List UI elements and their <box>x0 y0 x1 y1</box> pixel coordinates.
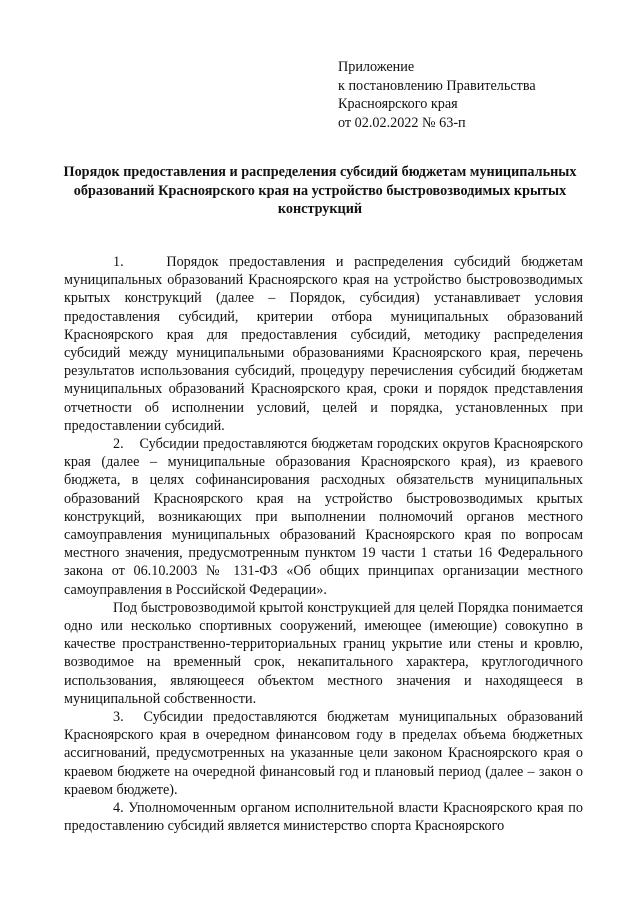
paragraph-2-definition: Под быстровозводимой крытой конструкцией для целей Порядка понимается одно или несколько спортивных сооружений, имеющее (имеющие) совокупно в качестве пространственно-территориальных границ укрытие или стены и кровлю, возводимое на временный срок, некапитального характера, круглогодичного использования, являющееся объектом местного значения и находящееся в муниципальной собственности. <box>64 599 583 707</box>
annex-line-4: от 02.02.2022 № 63-п <box>338 114 466 131</box>
annex-line-2: к постановлению Правительства <box>338 77 536 94</box>
annex-line-3: Красноярского края <box>338 96 458 112</box>
annex-block <box>338 58 536 132</box>
document-title: Порядок предоставления и распределения субсидий бюджетам муниципальных образований Красноярского края на устройство быстровозводимых крытых конструкций <box>63 164 577 217</box>
annex-line-1: Приложение <box>338 59 415 75</box>
paragraph-3: 3. Субсидии предоставляются бюджетам муниципальных образований Красноярского края в очередном финансовом году в пределах объема бюджетных ассигнований, предусмотренных на указанные цели законом Красноярского края о краевом бюджете на очередной финансовый год и плановый период (далее – закон о краевом бюджете). <box>64 709 583 798</box>
paragraph-4: 4. Уполномоченным органом исполнительной власти Красноярского края по предоставлению субсидий является министерство спорта Красноярского <box>64 800 583 835</box>
paragraph-2: 2. Субсидии предоставляются бюджетам городских округов Красноярского края (далее – муниципальные образования Красноярского края), из краевого бюджета, в целях софинансирования расходных обязательств муниципальных образований Красноярского края на устройство быстровозводимых крытых конструкций, возникающих при выполнении полномочий органов местного самоуправления муниципальных образований Красноярского края по вопросам местного значения, предусмотренным пунктом 19 части 1 статьи 16 Федерального закона от 06.10.2003 № 131-ФЗ «Об общих принципах организации местного самоуправления в Российской Федерации». <box>64 436 583 598</box>
document-body <box>64 253 583 836</box>
paragraph-1: 1. Порядок предоставления и распределения субсидий бюджетам муниципальных образований Красноярского края на устройство быстровозводимых крытых конструкций (далее – Порядок, субсидия) устанавливает условия предоставления субсидий, критерии отбора муниципальных образований Красноярского края для предоставления субсидий, методику распределения субсидий между муниципальными образованиями Красноярского края, перечень результатов использования субсидий, процедуру перечисления субсидий бюджетам муниципальных образований Красноярского края, сроки и порядок представления отчетности об исполнении условий, целей и порядка, установленных при предоставлении субсидий. <box>64 254 583 434</box>
